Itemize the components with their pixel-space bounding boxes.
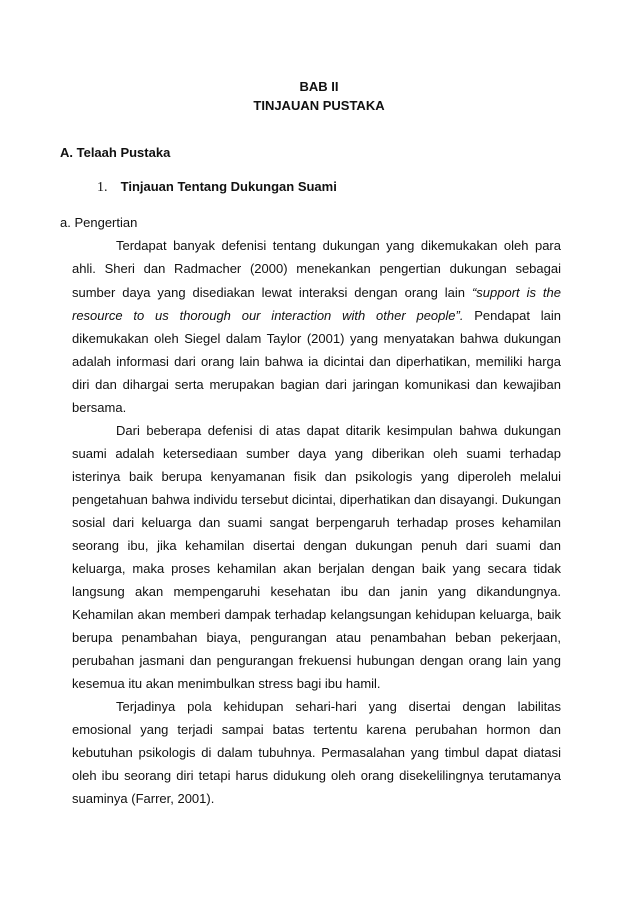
paragraph-line: emosional yang terjadi sampai batas tertentu karena perubahan hormon dan: [72, 722, 561, 737]
subsection-heading: [97, 179, 337, 196]
chapter-title: TINJAUAN PUSTAKA: [253, 98, 385, 113]
quote-text: resource to us thorough our interaction with other people”.: [72, 308, 464, 323]
paragraph-line: seorang ibu, jika kehamilan disertai dengan dukungan penuh dari suami dan: [72, 538, 561, 553]
paragraph-line: langsung akan mempengaruhi kesehatan ibu dan janin yang dikandungnya.: [72, 584, 561, 599]
paragraph-line: perubahan jasmani dan pengurangan frekuensi hubungan dengan orang lain yang: [72, 653, 561, 668]
quote-text: “support is the: [471, 285, 561, 300]
paragraph-line: adalah informasi dari orang lain bahwa ia dicintai dan diperhatikan, memiliki harga: [72, 354, 561, 369]
paragraph-line: suami adalah ketersediaan sumber daya yang diberikan oleh suami terhadap: [72, 446, 561, 461]
paragraph-line: kesemua itu akan menimbulkan stress bagi ibu hamil.: [72, 676, 381, 691]
subsection-title: Tinjauan Tentang Dukungan Suami: [120, 179, 337, 194]
subsection-number: 1.: [97, 180, 108, 195]
paragraph-line: Kehamilan akan memberi dampak terhadap kelangsungan kehidupan keluarga, baik: [72, 607, 561, 622]
paragraph-line: [72, 285, 561, 301]
paragraph-line: berupa penambahan biaya, pengurangan atau penambahan beban pekerjaan,: [72, 630, 561, 645]
line-text: sumber daya yang disediakan lewat interaksi dengan orang lain: [72, 285, 466, 300]
paragraph-line: sosial dari keluarga dan suami sangat berpengaruh terhadap proses kehamilan: [72, 515, 561, 530]
paragraph-line: Dari beberapa defenisi di atas dapat ditarik kesimpulan bahwa dukungan: [116, 423, 561, 438]
paragraph-line: oleh ibu seorang diri tetapi harus didukung oleh orang disekelilingnya terutamanya: [72, 768, 561, 783]
paragraph-line: bersama.: [72, 400, 127, 415]
paragraph-line: isterinya baik berupa kenyamanan fisik dan psikologis yang diperoleh melalui: [72, 469, 561, 484]
paragraph-line: pengetahuan bahwa individu tersebut dicintai, diperhatikan dan disayangi. Dukungan: [72, 492, 561, 507]
section-heading: A. Telaah Pustaka: [60, 145, 171, 160]
line-text: Pendapat lain: [474, 308, 561, 323]
point-heading: a. Pengertian: [60, 215, 138, 230]
paragraph-line: suaminya (Farrer, 2001).: [72, 791, 215, 806]
paragraph-line: ahli. Sheri dan Radmacher (2000) menekankan pengertian dukungan sebagai: [72, 261, 561, 276]
paragraph-line: keluarga, maka proses kehamilan akan berjalan dengan baik yang secara tidak: [72, 561, 561, 576]
paragraph-line: [72, 308, 561, 324]
paragraph-line: dikemukakan oleh Siegel dalam Taylor (2001) yang menyatakan bahwa dukungan: [72, 331, 561, 346]
paragraph-line: Terjadinya pola kehidupan sehari-hari yang disertai dengan labilitas: [116, 699, 561, 714]
paragraph-line: diri dan dihargai serta merupakan bagian dari jaringan komunikasi dan kewajiban: [72, 377, 561, 392]
paragraph-line: Terdapat banyak defenisi tentang dukungan yang dikemukakan oleh para: [116, 238, 561, 253]
chapter-label: BAB II: [299, 79, 339, 94]
paragraph-line: kebutuhan psikologis di dalam tubuhnya. Permasalahan yang timbul dapat diatasi: [72, 745, 561, 760]
